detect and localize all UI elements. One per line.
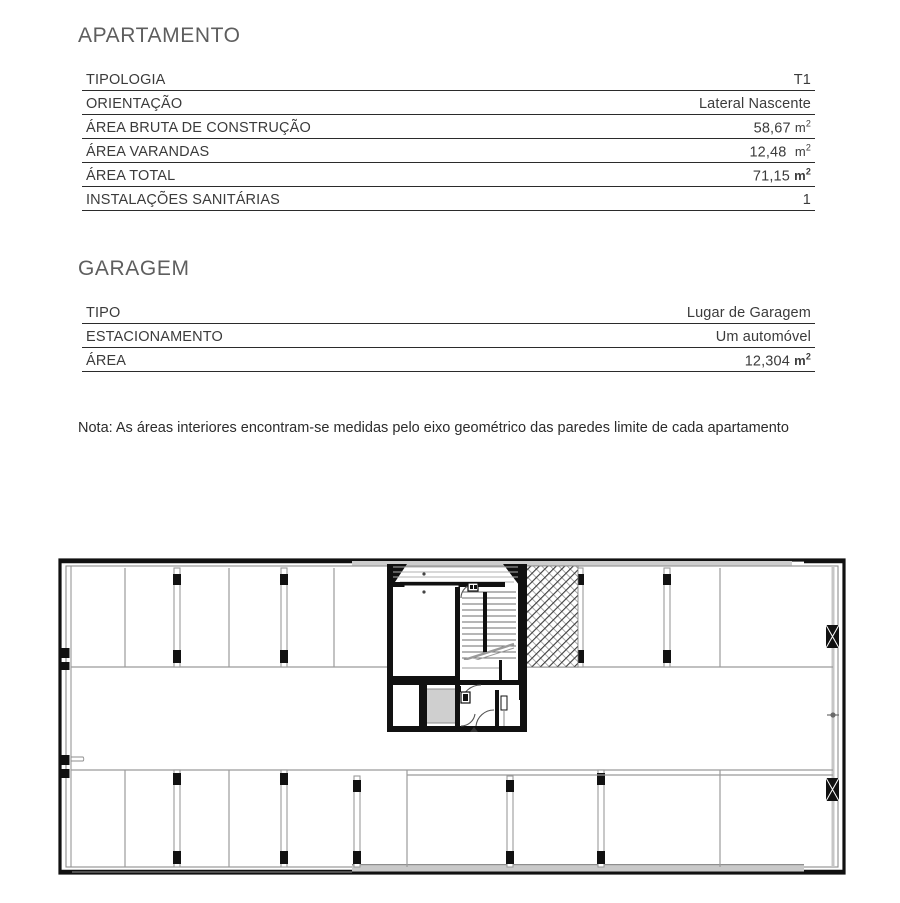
row-label: TIPO bbox=[82, 299, 449, 323]
row-label: ÁREA TOTAL bbox=[82, 162, 449, 186]
note-text: Nota: As áreas interiores encontram-se medidas pelo eixo geométrico das paredes limite de cada apartamento bbox=[78, 420, 789, 436]
floorplan-container bbox=[52, 552, 852, 887]
garagem-spec-table bbox=[82, 299, 815, 372]
stall-divider bbox=[280, 568, 288, 667]
highlighted-garage-space[interactable] bbox=[526, 566, 578, 667]
row-label: ORIENTAÇÃO bbox=[82, 90, 449, 114]
row-label: ESTACIONAMENTO bbox=[82, 323, 449, 347]
table-row bbox=[82, 138, 815, 162]
section-title-apartamento: APARTAMENTO bbox=[78, 24, 241, 47]
row-value: 58,67 $m^2$ bbox=[449, 114, 816, 138]
table-row bbox=[82, 162, 815, 186]
row-value: 12,304 $m^2$ bbox=[449, 347, 816, 371]
row-unit: $m^2$ bbox=[794, 142, 811, 160]
row-value: Um automóvel bbox=[449, 323, 816, 347]
row-value: 12,48 $m^2$ bbox=[449, 138, 816, 162]
row-unit: $m^2$ bbox=[794, 118, 811, 136]
row-label: INSTALAÇÕES SANITÁRIAS bbox=[82, 186, 449, 210]
stall-divider bbox=[280, 770, 288, 867]
row-label: TIPOLOGIA bbox=[82, 66, 449, 90]
stall-divider bbox=[663, 568, 671, 667]
row-value: 71,15 $m^2$ bbox=[449, 162, 816, 186]
row-value: Lugar de Garagem bbox=[449, 299, 816, 323]
row-value: 1 bbox=[449, 186, 816, 210]
table-row bbox=[82, 299, 815, 323]
row-value: Lateral Nascente bbox=[449, 90, 816, 114]
stall-divider bbox=[597, 770, 605, 867]
stall-divider bbox=[353, 776, 361, 867]
staircase bbox=[462, 587, 516, 684]
row-label: ÁREA bbox=[82, 347, 449, 371]
row-label: ÁREA BRUTA DE CONSTRUÇÃO bbox=[82, 114, 449, 138]
stall-divider bbox=[506, 776, 514, 867]
central-core bbox=[387, 562, 527, 732]
stall-divider bbox=[173, 770, 181, 867]
table-row bbox=[82, 90, 815, 114]
garage-floorplan-drawing bbox=[52, 552, 852, 887]
row-label: ÁREA VARANDAS bbox=[82, 138, 449, 162]
table-row bbox=[82, 66, 815, 90]
table-row bbox=[82, 114, 815, 138]
table-row bbox=[82, 186, 815, 210]
row-unit: $m^2$ bbox=[794, 166, 811, 184]
lobby bbox=[387, 680, 527, 732]
row-value: T1 bbox=[449, 66, 816, 90]
stall-divider bbox=[173, 568, 181, 667]
section-title-garagem: GARAGEM bbox=[78, 257, 190, 280]
apartamento-spec-table bbox=[82, 66, 815, 211]
row-unit: $m^2$ bbox=[794, 351, 811, 369]
table-row bbox=[82, 347, 815, 371]
table-row bbox=[82, 323, 815, 347]
